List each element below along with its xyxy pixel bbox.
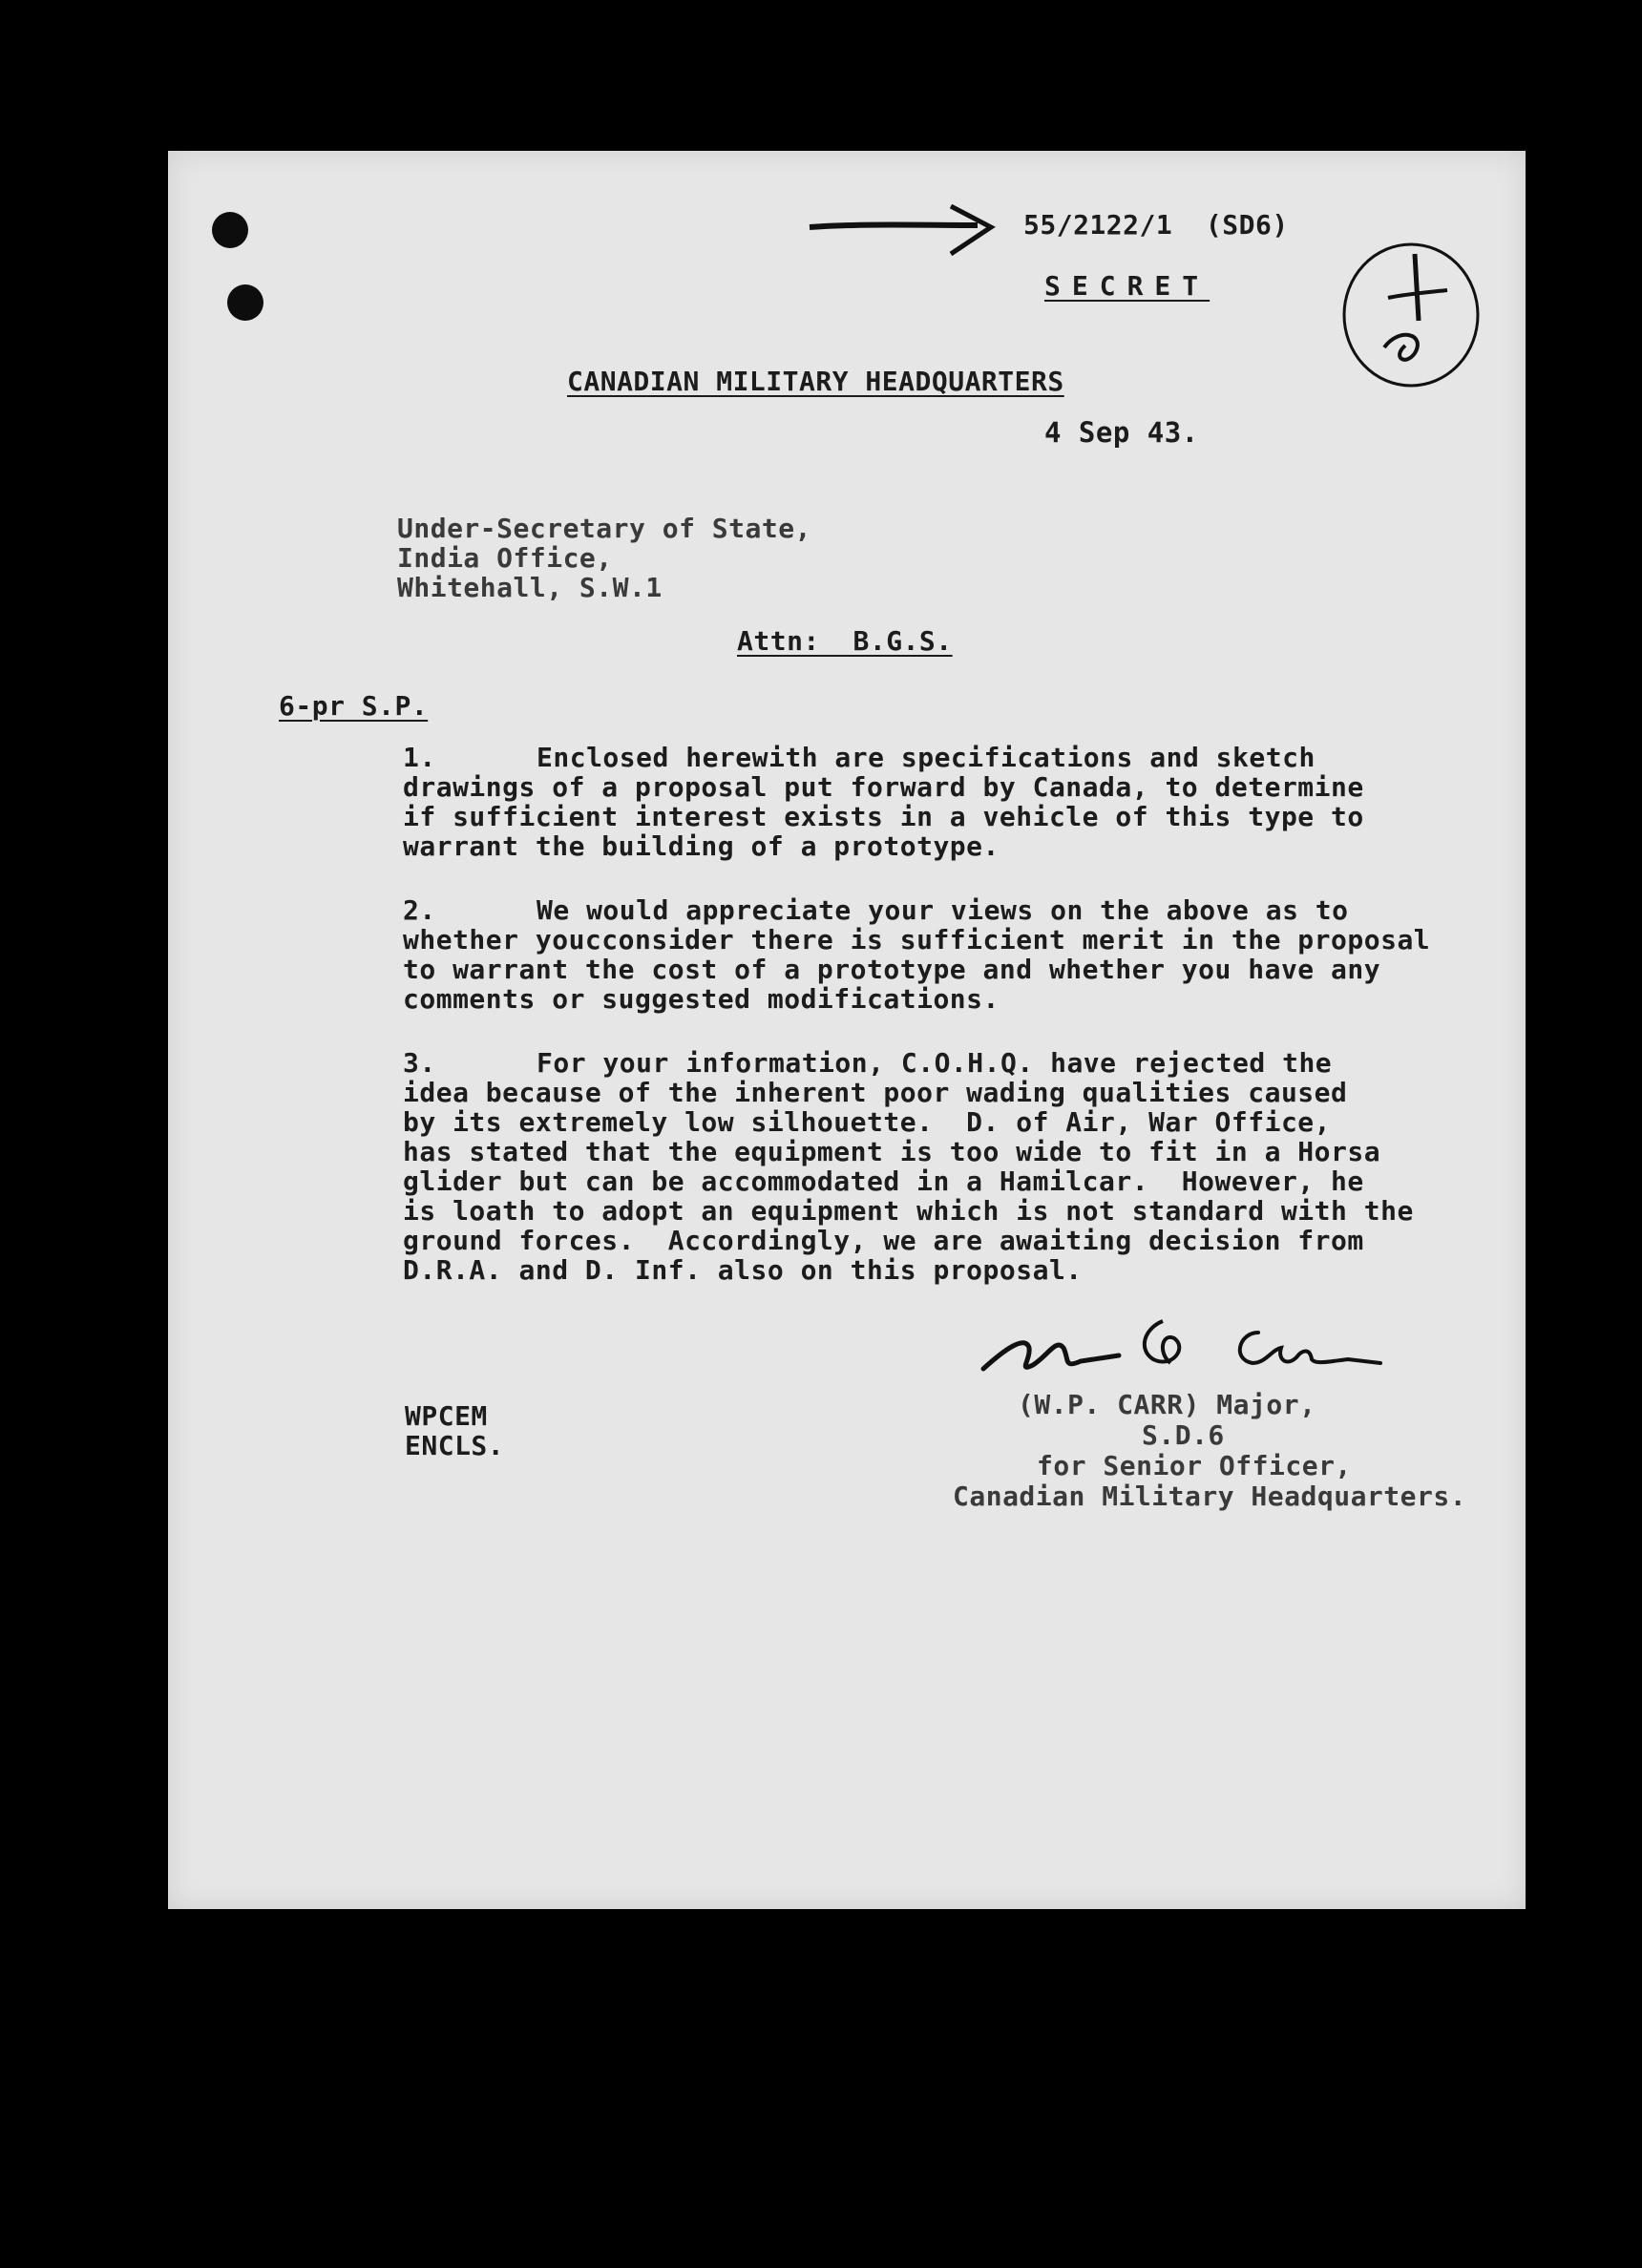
organization-heading: CANADIAN MILITARY HEADQUARTERS xyxy=(567,366,1064,397)
paragraph-1-line-3: if sufficient interest exists in a vehicle of this type to xyxy=(403,801,1364,832)
punch-hole-bottom xyxy=(227,284,263,321)
letter-date: 4 Sep 43. xyxy=(1044,416,1199,449)
signatory-organization: Canadian Military Headquarters. xyxy=(953,1480,1467,1512)
punch-hole-top xyxy=(212,212,248,248)
recipient-line-1: Under-Secretary of State, xyxy=(397,513,811,544)
paragraph-3-line-8: D.R.A. and D. Inf. also on this proposal. xyxy=(403,1254,1083,1286)
paragraph-3-line-1: For your information, C.O.H.Q. have rejected the xyxy=(537,1047,1333,1079)
paragraph-1-number: 1. xyxy=(403,742,436,773)
paragraph-2-line-3: to warrant the cost of a prototype and whether you have any xyxy=(403,954,1381,985)
signatory-unit: S.D.6 xyxy=(1142,1419,1225,1451)
paragraph-3-line-5: glider but can be accommodated in a Hamilcar. However, he xyxy=(403,1166,1364,1197)
paragraph-3-line-4: has stated that the equipment is too wide to fit in a Horsa xyxy=(403,1136,1381,1167)
file-reference: 55/2122/1 (SD6) xyxy=(1023,209,1289,241)
handwritten-signature xyxy=(976,1306,1386,1392)
signatory-capacity: for Senior Officer, xyxy=(1037,1450,1352,1481)
attention-line: Attn: B.G.S. xyxy=(737,625,953,657)
paragraph-1-line-1: Enclosed herewith are specifications and sketch xyxy=(537,742,1316,773)
subject-line: 6-pr S.P. xyxy=(279,690,429,722)
recipient-line-3: Whitehall, S.W.1 xyxy=(397,572,663,603)
paragraph-2-line-1: We would appreciate your views on the above as to xyxy=(537,894,1349,926)
paragraph-3-line-3: by its extremely low silhouette. D. of Air, War Office, xyxy=(403,1106,1332,1138)
paragraph-3-number: 3. xyxy=(403,1047,436,1079)
signatory-name-rank: (W.P. CARR) Major, xyxy=(1018,1389,1316,1420)
paragraph-3-line-6: is loath to adopt an equipment which is not standard with the xyxy=(403,1195,1414,1227)
circled-handwritten-mark xyxy=(1331,233,1493,395)
paragraph-2-number: 2. xyxy=(403,894,436,926)
paragraph-1-line-4: warrant the building of a prototype. xyxy=(403,830,1000,862)
recipient-line-2: India Office, xyxy=(397,542,613,574)
paragraph-3 xyxy=(403,1047,1414,1344)
paragraph-1-line-2: drawings of a proposal put forward by Canada, to determine xyxy=(403,771,1364,803)
enclosures-note: ENCLS. xyxy=(405,1430,505,1461)
paragraph-2-line-4: comments or suggested modifications. xyxy=(403,983,1000,1015)
arrow-annotation xyxy=(808,204,999,262)
paragraph-2-line-2: whether youcconsider there is sufficient merit in the proposal xyxy=(403,924,1431,956)
paragraph-3-line-2: idea because of the inherent poor wading qualities caused xyxy=(403,1077,1348,1108)
document-page xyxy=(168,151,1526,1909)
paragraph-3-line-7: ground forces. Accordingly, we are awaiting decision from xyxy=(403,1225,1364,1256)
classification-marking: SECRET xyxy=(1044,270,1210,302)
reference-initials: WPCEM xyxy=(405,1400,488,1432)
